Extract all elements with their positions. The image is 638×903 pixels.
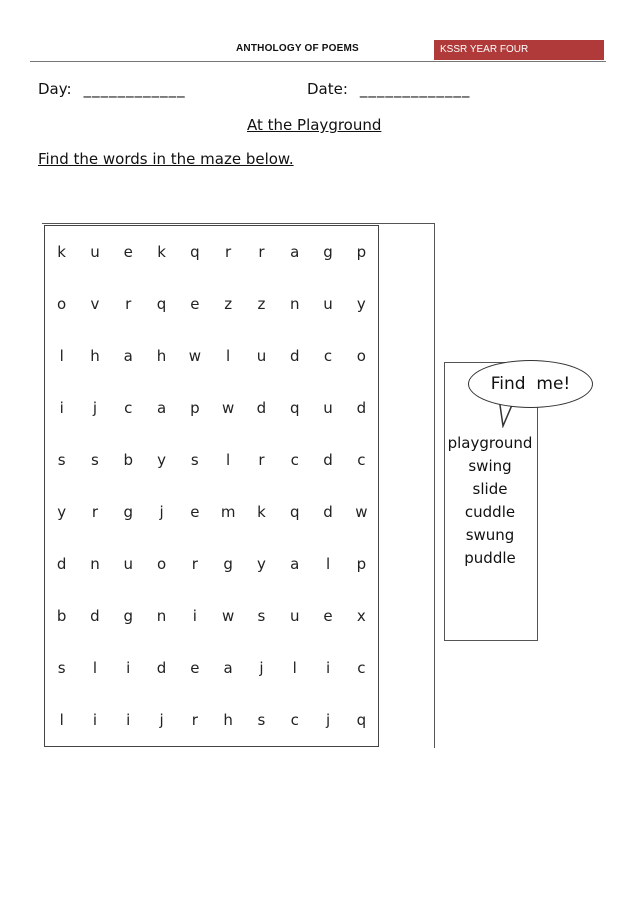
maze-letter[interactable]: i: [126, 711, 131, 729]
maze-letter[interactable]: i: [192, 607, 197, 625]
maze-letter[interactable]: p: [356, 555, 367, 573]
date-field: [307, 80, 470, 98]
maze-letter[interactable]: r: [258, 243, 265, 261]
word-list-item: swung: [465, 526, 515, 544]
maze-letter[interactable]: y: [157, 451, 166, 469]
maze-letter[interactable]: o: [356, 347, 366, 365]
maze-letter[interactable]: l: [59, 711, 64, 729]
header-title: ANTHOLOGY OF POEMS: [236, 43, 359, 54]
maze-letter[interactable]: l: [325, 555, 331, 573]
maze-letter[interactable]: c: [323, 347, 333, 365]
maze-letter[interactable]: r: [191, 555, 198, 573]
maze-letter[interactable]: b: [56, 607, 67, 625]
maze-letter[interactable]: n: [90, 555, 100, 573]
maze-letter[interactable]: d: [156, 659, 167, 677]
maze-letter[interactable]: c: [124, 399, 133, 417]
maze-letter[interactable]: w: [222, 399, 235, 417]
maze-letter[interactable]: c: [357, 451, 366, 469]
maze-letter[interactable]: b: [123, 451, 133, 469]
maze-letter[interactable]: i: [92, 711, 98, 729]
maze-letter[interactable]: h: [156, 347, 167, 365]
maze-letter[interactable]: w: [188, 347, 201, 365]
maze-letter[interactable]: n: [156, 607, 167, 625]
maze-letter[interactable]: l: [226, 347, 231, 365]
maze-letter[interactable]: j: [92, 399, 98, 417]
word-search-grid: [44, 225, 379, 747]
date-blank[interactable]: _____________: [359, 80, 471, 98]
maze-letter[interactable]: x: [356, 607, 366, 625]
word-list: [444, 432, 536, 570]
maze-letter[interactable]: d: [289, 347, 300, 365]
page-title: At the Playground: [247, 116, 382, 134]
maze-letter[interactable]: u: [323, 399, 333, 417]
header-badge: KSSR YEAR FOUR: [434, 40, 604, 60]
maze-letter[interactable]: c: [290, 451, 299, 469]
maze-letter[interactable]: l: [92, 659, 98, 677]
maze-letter[interactable]: g: [123, 607, 133, 625]
maze-letter[interactable]: e: [190, 295, 200, 313]
maze-letter[interactable]: s: [257, 607, 266, 625]
header-divider: [30, 61, 606, 62]
word-list-item: puddle: [464, 549, 516, 567]
maze-letter[interactable]: a: [290, 243, 300, 261]
maze-letter[interactable]: u: [323, 295, 333, 313]
speech-bubble-text: Find me!: [490, 374, 571, 394]
maze-letter[interactable]: d: [90, 607, 100, 625]
maze-letter[interactable]: q: [289, 503, 300, 521]
maze-letter[interactable]: d: [56, 555, 67, 573]
maze-letter[interactable]: l: [292, 659, 297, 677]
maze-letter[interactable]: s: [91, 451, 99, 469]
maze-letter[interactable]: d: [356, 399, 367, 417]
instruction-text: Find the words in the maze below.: [38, 150, 294, 168]
maze-letter[interactable]: o: [156, 555, 167, 573]
maze-letter[interactable]: k: [157, 243, 166, 261]
maze-letter[interactable]: q: [190, 243, 200, 261]
maze-letter[interactable]: h: [223, 711, 233, 729]
maze-letter[interactable]: a: [290, 555, 300, 573]
maze-letter[interactable]: u: [90, 243, 100, 261]
maze-letter[interactable]: u: [289, 607, 300, 625]
maze-letter[interactable]: l: [226, 451, 231, 469]
maze-letter[interactable]: a: [223, 659, 233, 677]
maze-letter[interactable]: l: [59, 347, 64, 365]
maze-letter[interactable]: k: [257, 503, 266, 521]
maze-letter[interactable]: u: [256, 347, 267, 365]
maze-letter[interactable]: h: [90, 347, 100, 365]
maze-letter[interactable]: e: [323, 607, 333, 625]
maze-letter[interactable]: d: [256, 399, 267, 417]
maze-letter[interactable]: s: [57, 659, 66, 677]
maze-letter[interactable]: j: [259, 659, 264, 677]
maze-letter[interactable]: q: [156, 295, 167, 313]
maze-letter[interactable]: q: [289, 399, 300, 417]
maze-letter[interactable]: i: [325, 659, 331, 677]
maze-letter[interactable]: e: [190, 503, 200, 521]
speech-bubble: [468, 360, 593, 408]
maze-letter[interactable]: u: [123, 555, 133, 573]
maze-letter[interactable]: d: [323, 503, 333, 521]
maze-letter[interactable]: k: [57, 243, 66, 261]
maze-letter[interactable]: r: [91, 503, 99, 521]
maze-letter[interactable]: j: [159, 711, 164, 729]
maze-letter[interactable]: r: [191, 711, 198, 729]
maze-letter[interactable]: z: [224, 295, 233, 313]
maze-letter[interactable]: i: [126, 659, 131, 677]
maze-letter[interactable]: p: [356, 243, 367, 261]
maze-letter[interactable]: o: [57, 295, 67, 313]
maze-letter[interactable]: p: [190, 399, 200, 417]
date-label: Date:: [307, 80, 348, 98]
word-list-item: swing: [468, 457, 512, 475]
maze-letter[interactable]: w: [355, 503, 368, 521]
maze-letter[interactable]: y: [356, 295, 366, 313]
maze-letter[interactable]: c: [357, 659, 366, 677]
maze-letter[interactable]: g: [323, 243, 333, 261]
maze-letter[interactable]: v: [90, 295, 100, 313]
maze-letter[interactable]: y: [57, 503, 67, 521]
maze-letter[interactable]: j: [159, 503, 164, 521]
maze-letter[interactable]: e: [123, 243, 133, 261]
maze-letter[interactable]: r: [258, 451, 265, 469]
day-blank[interactable]: ____________: [83, 80, 186, 98]
word-list-item: slide: [472, 480, 508, 498]
maze-letter[interactable]: n: [289, 295, 300, 313]
maze-letter[interactable]: e: [190, 659, 200, 677]
maze-letter[interactable]: g: [223, 555, 233, 573]
maze-letter[interactable]: a: [123, 347, 133, 365]
maze-letter[interactable]: s: [57, 451, 66, 469]
maze-letter[interactable]: d: [323, 451, 333, 469]
maze-letter[interactable]: j: [325, 711, 331, 729]
maze-letter[interactable]: i: [59, 399, 64, 417]
word-list-item: playground: [447, 434, 533, 452]
word-list-item: cuddle: [464, 503, 516, 521]
maze-letter[interactable]: s: [257, 711, 266, 729]
maze-letter[interactable]: g: [123, 503, 133, 521]
day-label: Day:: [38, 80, 72, 98]
maze-letter[interactable]: s: [190, 451, 199, 469]
maze-letter[interactable]: r: [125, 295, 132, 313]
maze-letter[interactable]: a: [156, 399, 167, 417]
maze-letter[interactable]: m: [220, 503, 236, 521]
day-field: [38, 80, 186, 98]
maze-letter[interactable]: r: [225, 243, 232, 261]
maze-letter[interactable]: y: [257, 555, 266, 573]
maze-letter[interactable]: q: [356, 711, 367, 729]
maze-letter[interactable]: c: [290, 711, 299, 729]
maze-letter[interactable]: w: [222, 607, 235, 625]
maze-letter[interactable]: z: [257, 295, 266, 313]
